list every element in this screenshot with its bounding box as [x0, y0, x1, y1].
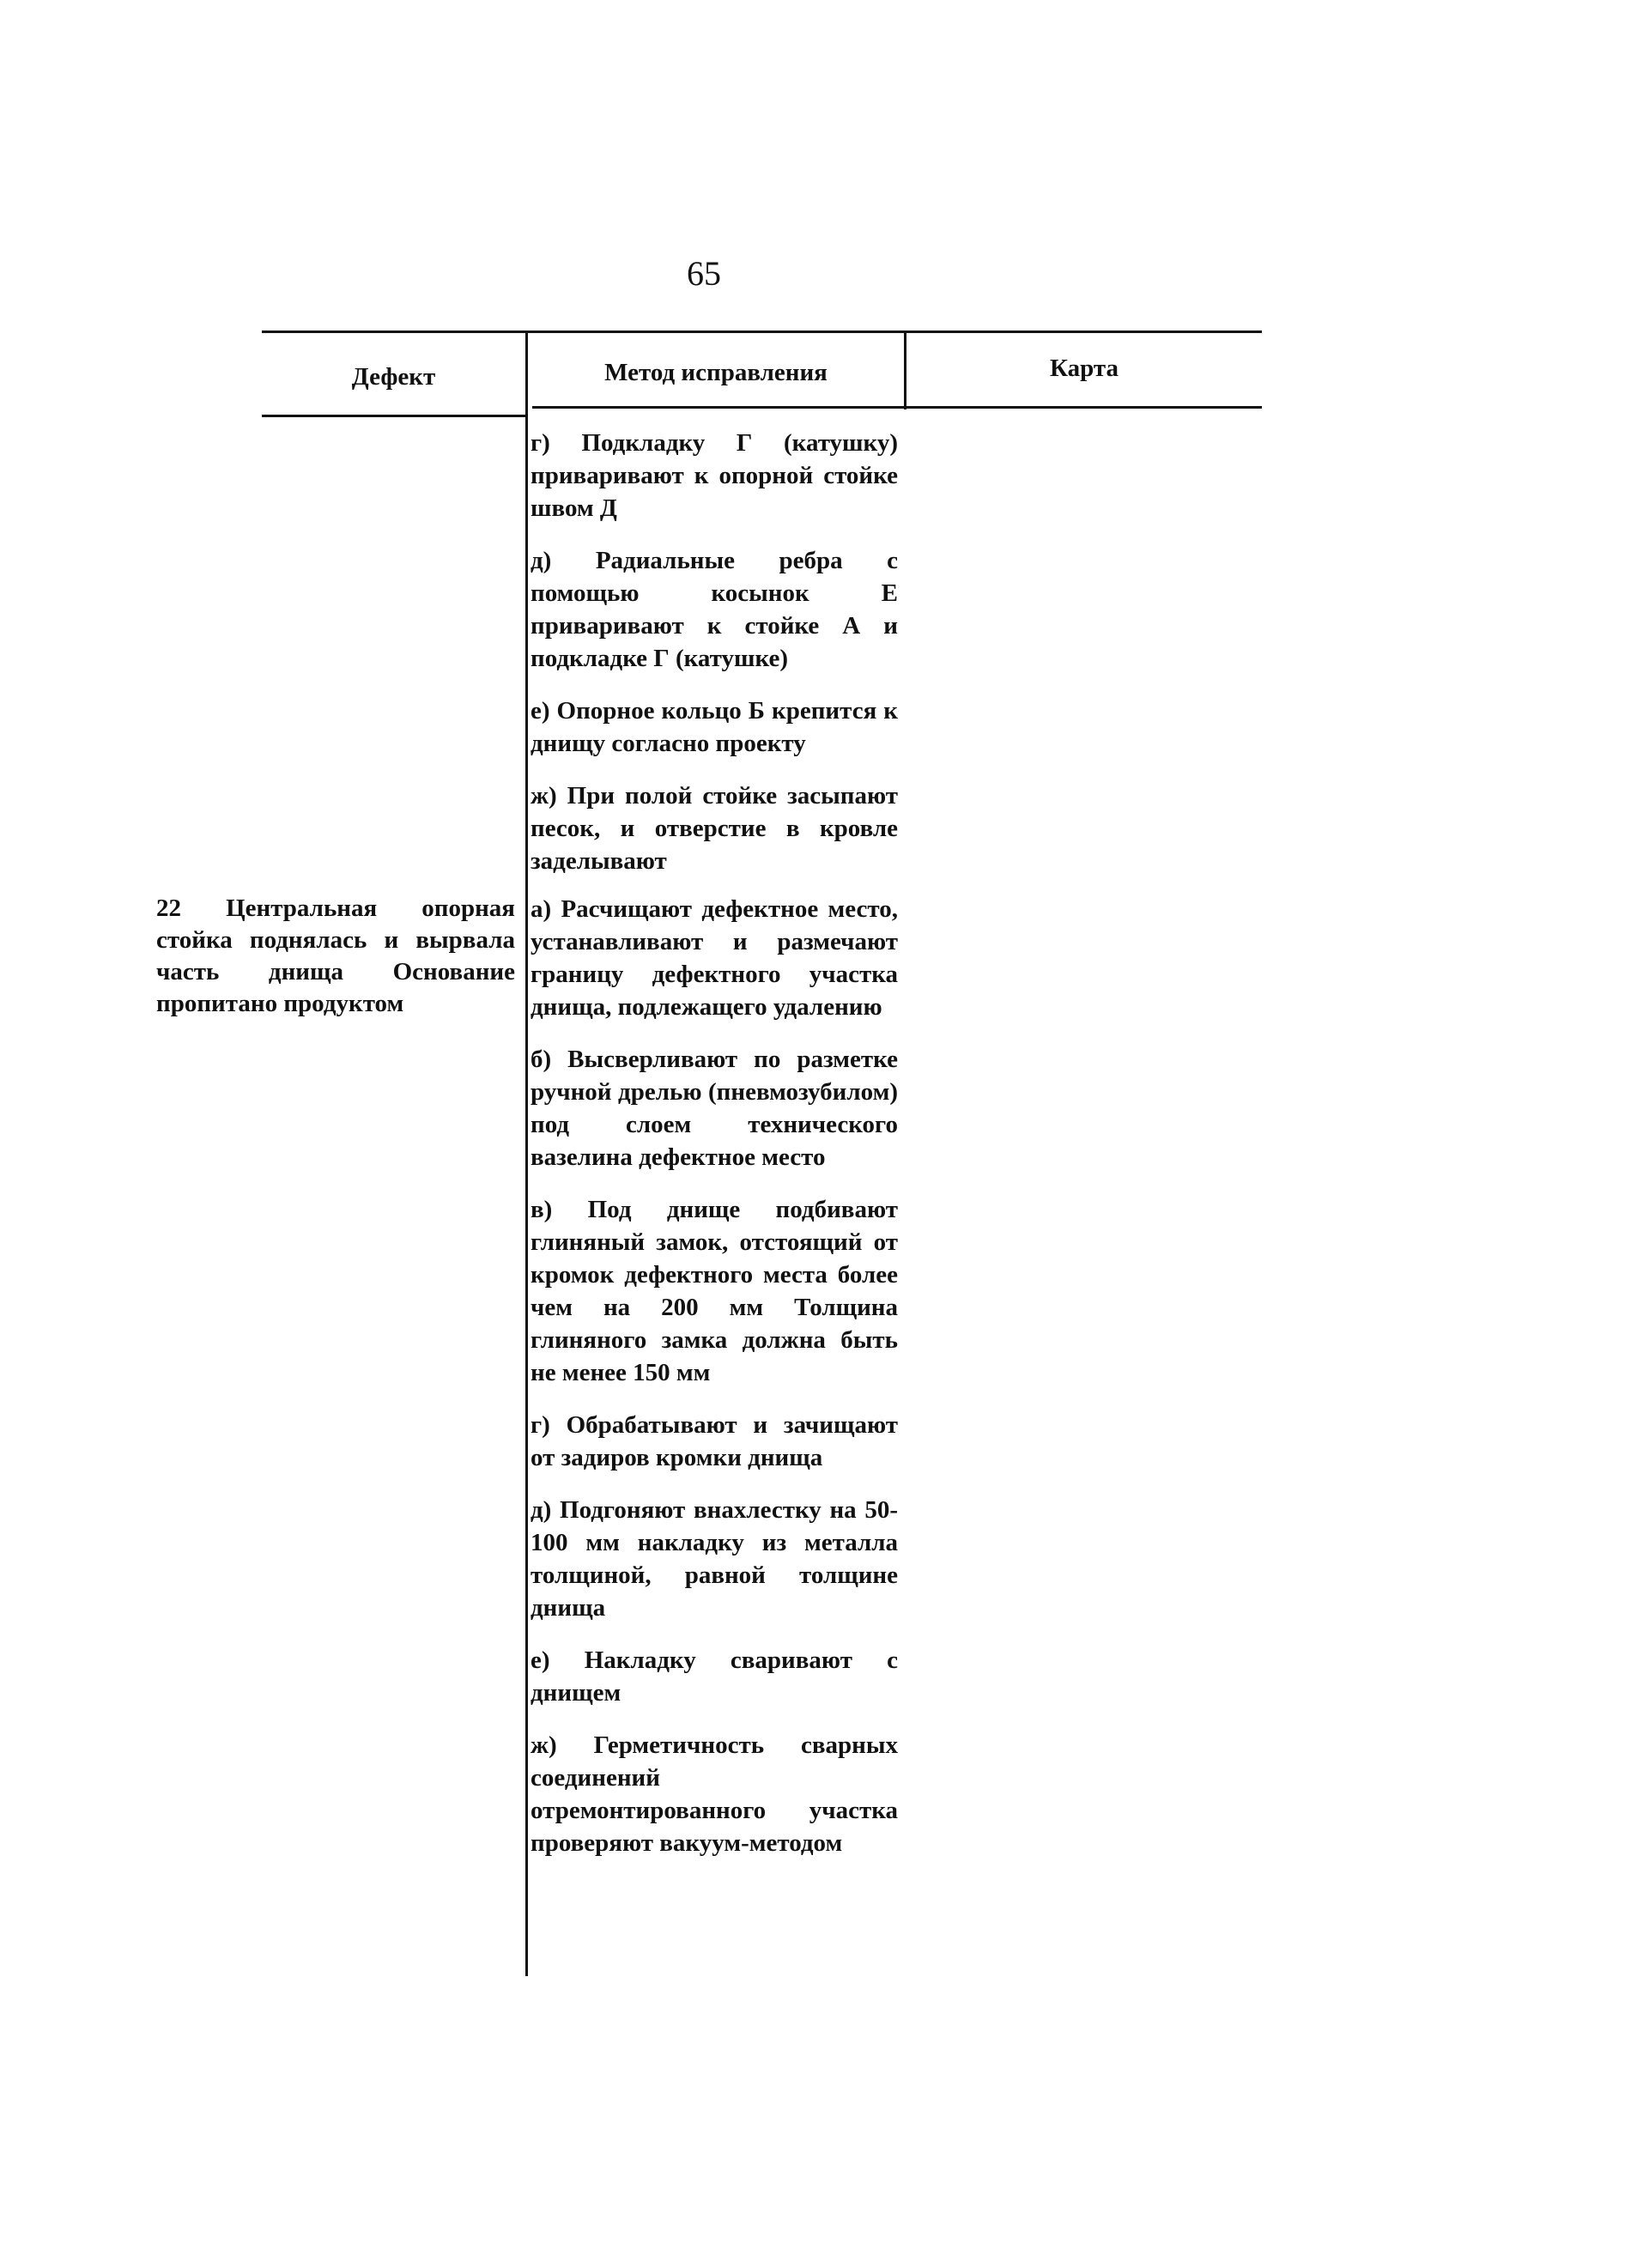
method-item: д) Подгоняют внахлестку на 50-100 мм накладку из металла толщиной, равной толщине днища	[531, 1496, 898, 1622]
defect-methods	[531, 893, 898, 1879]
method-item: е) Опорное кольцо Б крепится к днищу согласно проекту	[531, 697, 898, 757]
header-defect: Дефект	[351, 363, 436, 391]
defect-column-rule	[262, 415, 528, 417]
method-item: в) Под днище подбивают глиняный замок, отстоящий от кромок дефектного места более чем на 200 мм Толщина глиняного замка должна быть не менее 150 мм	[531, 1196, 898, 1386]
method-item: ж) Герметичность сварных соединений отремонтированного участка проверяют вакуум-методом	[531, 1731, 898, 1857]
method-item: ж) При полой стойке засыпают песок, и отверстие в кровле заделывают	[531, 782, 898, 875]
header-map: Карта	[1050, 355, 1119, 382]
method-item: г) Подкладку Г (катушку) приваривают к опорной стойке швом Д	[531, 429, 898, 522]
method-item: е) Накладку сваривают с днищем	[531, 1646, 898, 1707]
column-divider-1	[525, 332, 528, 1976]
page-number: 65	[687, 254, 721, 293]
method-item: б) Высверливают по разметке ручной дрелью (пневмозубилом) под слоем технического вазелина дефектное место	[531, 1046, 898, 1171]
table-top-rule	[262, 330, 1262, 333]
continued-methods	[531, 427, 898, 897]
defect-description: 22 Центральная опорная стойка поднялась и вырвала часть днища Основание пропитано продуктом	[156, 894, 515, 1017]
header-method: Метод исправления	[604, 359, 828, 386]
header-bottom-rule	[532, 406, 1262, 409]
method-item: д) Радиальные ребра с помощью косынок Е приваривают к стойке А и подкладке Г (катушке)	[531, 547, 898, 672]
method-item: г) Обрабатывают и зачищают от задиров кромки днища	[531, 1411, 898, 1471]
method-item: а) Расчищают дефектное место, устанавливают и размечают границу дефектного участка днища, подлежащего удалению	[531, 895, 898, 1021]
